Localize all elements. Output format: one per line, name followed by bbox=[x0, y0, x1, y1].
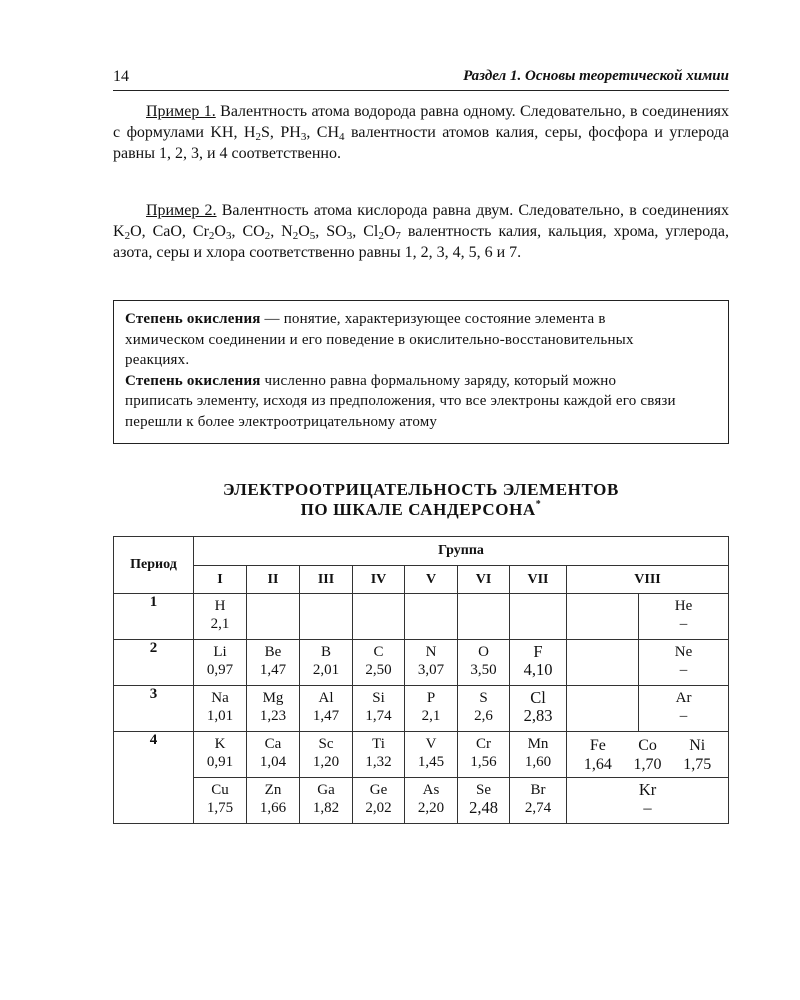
element-symbol: Br bbox=[530, 782, 546, 798]
definition-term: Степень окисления bbox=[125, 372, 261, 389]
element-symbol: Ge bbox=[369, 782, 388, 798]
empty-cell bbox=[567, 594, 639, 640]
period-label: 4 bbox=[114, 732, 194, 824]
element-cell-na bbox=[194, 686, 247, 732]
element-symbol: He bbox=[674, 598, 693, 614]
element-symbol: Fe bbox=[589, 737, 606, 754]
element-value: 1,20 bbox=[312, 754, 340, 770]
element-value: 2,1 bbox=[210, 616, 230, 632]
element-cell-he bbox=[639, 594, 729, 640]
empty-cell bbox=[567, 640, 639, 686]
element-value: 2,1 bbox=[421, 708, 441, 724]
element-value: 1,66 bbox=[259, 800, 287, 816]
text: , Cl bbox=[352, 223, 379, 240]
element-symbol: P bbox=[426, 690, 436, 706]
subscript: 2 bbox=[255, 131, 261, 143]
example-2-label: Пример 2. bbox=[146, 202, 217, 219]
element-cell-ca bbox=[247, 732, 300, 778]
definition-term: Степень окисления bbox=[125, 311, 261, 327]
element-value: 1,70 bbox=[633, 756, 662, 773]
element-value: 1,32 bbox=[365, 754, 392, 770]
element-symbol: Co bbox=[638, 737, 657, 754]
empty-cell bbox=[567, 686, 639, 732]
element-symbol: H bbox=[214, 598, 226, 614]
element-value: 1,23 bbox=[259, 708, 287, 724]
group-label: I bbox=[194, 566, 247, 594]
element-value: 2,20 bbox=[417, 800, 445, 816]
element-cell-be bbox=[247, 640, 300, 686]
element-value: – bbox=[679, 708, 688, 724]
element-value: 2,50 bbox=[365, 662, 392, 678]
element-ni bbox=[683, 736, 711, 774]
element-value: 2,48 bbox=[469, 798, 498, 817]
element-cell-br bbox=[510, 778, 567, 824]
element-symbol: Ti bbox=[372, 736, 385, 752]
table-title-line-2 bbox=[113, 500, 729, 520]
running-title: Раздел 1. Основы теоретической химии bbox=[463, 68, 729, 84]
table-title-line-1: ЭЛЕКТРООТРИЦАТЕЛЬНОСТЬ ЭЛЕМЕНТОВ bbox=[223, 480, 619, 499]
element-value: 1,74 bbox=[365, 708, 392, 724]
subscript: 2 bbox=[124, 230, 131, 242]
element-cell-ga bbox=[300, 778, 353, 824]
element-symbol: Cr bbox=[476, 736, 491, 752]
element-value: 2,01 bbox=[312, 662, 340, 678]
element-symbol: O bbox=[478, 644, 489, 660]
element-cell-zn bbox=[247, 778, 300, 824]
element-cell-v bbox=[405, 732, 458, 778]
element-co bbox=[634, 736, 662, 774]
element-cell-o bbox=[458, 640, 510, 686]
element-symbol: Be bbox=[264, 644, 282, 660]
element-cell-cr bbox=[458, 732, 510, 778]
element-symbol: B bbox=[320, 644, 331, 660]
text: O bbox=[383, 223, 396, 240]
group-label: VI bbox=[458, 566, 510, 594]
text: валентность калия, кальция, хрома, углерода, азота, серы и хлора соответственно равны 1, 2, 3, 4, 5, 6 и 7. bbox=[113, 223, 730, 261]
element-symbol: Ne bbox=[674, 644, 693, 660]
element-value: – bbox=[643, 798, 652, 817]
element-value: 1,45 bbox=[417, 754, 445, 770]
element-symbol: Ar bbox=[675, 690, 692, 706]
subscript: 3 bbox=[300, 131, 307, 143]
empty-cell bbox=[405, 594, 458, 640]
subscript: 2 bbox=[378, 230, 384, 242]
subscript: 2 bbox=[208, 230, 215, 242]
element-symbol: Sc bbox=[318, 736, 334, 752]
element-value: 3,07 bbox=[417, 662, 445, 678]
element-cell-kr bbox=[567, 778, 729, 824]
definition-text-1: — понятие, характеризующее состояние элемента в химическом соединении и его поведение в окислительно-восстановительных реакциях. bbox=[125, 311, 634, 368]
element-cell-ge bbox=[353, 778, 405, 824]
element-cell-si bbox=[353, 686, 405, 732]
group-label: III bbox=[300, 566, 353, 594]
subscript: 2 bbox=[292, 230, 299, 242]
group-label: VII bbox=[510, 566, 567, 594]
element-cell-h bbox=[194, 594, 247, 640]
period-label: 3 bbox=[114, 686, 194, 732]
definition-text-2: численно равна формальному заряду, который можно приписать элементу, исходя из предположения, что все электроны каждой его связи перешли к более электроотрицательному атому bbox=[125, 372, 676, 430]
element-value: – bbox=[679, 616, 688, 632]
element-value: 1,75 bbox=[206, 800, 234, 816]
group-label: VIII bbox=[567, 566, 729, 594]
element-cell-sc bbox=[300, 732, 353, 778]
element-value: 3,50 bbox=[470, 662, 497, 678]
example-1-paragraph bbox=[113, 101, 729, 164]
element-symbol: V bbox=[425, 736, 437, 752]
element-symbol: Al bbox=[318, 690, 334, 706]
element-cell-fe-co-ni bbox=[567, 732, 729, 778]
element-symbol: Zn bbox=[264, 782, 282, 798]
element-cell-cl bbox=[510, 686, 567, 732]
element-symbol: S bbox=[479, 690, 488, 706]
empty-cell bbox=[353, 594, 405, 640]
element-cell-li bbox=[194, 640, 247, 686]
element-value: 1,75 bbox=[683, 756, 712, 773]
text: , N bbox=[270, 223, 293, 240]
element-symbol: Ga bbox=[317, 782, 335, 798]
element-value: 1,47 bbox=[259, 662, 287, 678]
group-label: V bbox=[405, 566, 458, 594]
subscript: 2 bbox=[264, 230, 271, 242]
element-value: 0,91 bbox=[206, 754, 234, 770]
element-cell-al bbox=[300, 686, 353, 732]
element-value: 2,83 bbox=[523, 706, 553, 725]
definition-text bbox=[125, 309, 685, 432]
element-cell-mn bbox=[510, 732, 567, 778]
empty-cell bbox=[458, 594, 510, 640]
element-value: 1,60 bbox=[524, 754, 552, 770]
element-symbol: As bbox=[422, 782, 440, 798]
triad-group bbox=[567, 732, 728, 774]
element-value: 1,04 bbox=[259, 754, 287, 770]
subscript: 4 bbox=[339, 131, 345, 143]
element-cell-as bbox=[405, 778, 458, 824]
table-title-line-2-text: ПО ШКАЛЕ САНДЕРСОНА bbox=[300, 500, 536, 519]
subscript: 3 bbox=[225, 230, 232, 242]
text: , SO bbox=[315, 223, 347, 240]
text: Валентность атома водорода равна одному. Следовательно, в соединениях с формулами KH, H bbox=[113, 103, 730, 141]
element-cell-k bbox=[194, 732, 247, 778]
element-symbol: N bbox=[425, 644, 437, 660]
element-cell-ar bbox=[639, 686, 729, 732]
example-1-label: Пример 1. bbox=[146, 103, 216, 120]
element-symbol: Mg bbox=[262, 690, 284, 706]
text: Валентность атома кислорода равна двум. Следовательно, в соединениях K bbox=[113, 202, 729, 240]
element-cell-b bbox=[300, 640, 353, 686]
text: , CH bbox=[306, 124, 340, 141]
group-label: IV bbox=[353, 566, 405, 594]
element-value: 1,56 bbox=[470, 754, 497, 770]
text: S, PH bbox=[260, 124, 301, 141]
element-symbol: Cl bbox=[530, 688, 546, 707]
text: , CO bbox=[231, 223, 265, 240]
group-label: II bbox=[247, 566, 300, 594]
element-symbol: K bbox=[214, 736, 226, 752]
period-label: 2 bbox=[114, 640, 194, 686]
text: валентности атомов калия, серы, фосфора и углерода равны 1, 2, 3, и 4 соответственно. bbox=[113, 124, 729, 162]
element-symbol: Mn bbox=[527, 736, 549, 752]
element-cell-f bbox=[510, 640, 567, 686]
example-2-paragraph bbox=[113, 200, 729, 263]
empty-cell bbox=[247, 594, 300, 640]
element-value: 1,01 bbox=[206, 708, 234, 724]
empty-cell bbox=[300, 594, 353, 640]
element-value: 1,82 bbox=[312, 800, 340, 816]
element-symbol: Cu bbox=[211, 782, 229, 798]
element-value: 2,74 bbox=[524, 800, 552, 816]
empty-cell bbox=[510, 594, 567, 640]
element-value: 2,02 bbox=[365, 800, 392, 816]
element-cell-s bbox=[458, 686, 510, 732]
subscript: 3 bbox=[346, 230, 353, 242]
text: O bbox=[214, 223, 226, 240]
element-symbol: Si bbox=[372, 690, 385, 706]
element-symbol: C bbox=[373, 644, 384, 660]
element-symbol: Se bbox=[476, 782, 491, 798]
element-cell-ne bbox=[639, 640, 729, 686]
element-symbol: Kr bbox=[638, 780, 657, 799]
element-symbol: Na bbox=[211, 690, 229, 706]
element-value: – bbox=[679, 662, 688, 678]
group-header: Группа bbox=[194, 537, 729, 566]
element-value: 2,6 bbox=[474, 708, 493, 724]
page-number: 14 bbox=[113, 68, 129, 85]
element-value: 1,64 bbox=[583, 756, 612, 773]
subscript: 5 bbox=[309, 230, 316, 242]
text: O, CaO, Cr bbox=[130, 223, 209, 240]
text: O bbox=[298, 223, 310, 240]
element-cell-c bbox=[353, 640, 405, 686]
subscript: 7 bbox=[395, 230, 401, 242]
element-value: 4,10 bbox=[523, 660, 553, 679]
element-cell-cu bbox=[194, 778, 247, 824]
period-label: 1 bbox=[114, 594, 194, 640]
element-fe bbox=[584, 736, 612, 774]
footnote-mark: * bbox=[535, 499, 542, 510]
element-symbol: Ca bbox=[264, 736, 282, 752]
definition-box bbox=[113, 300, 729, 444]
element-symbol: Li bbox=[213, 644, 227, 660]
period-header: Период bbox=[114, 537, 194, 594]
element-symbol: Ni bbox=[689, 737, 706, 754]
table-title bbox=[113, 480, 729, 520]
element-value: 1,47 bbox=[312, 708, 340, 724]
electronegativity-table bbox=[113, 536, 729, 824]
element-cell-se bbox=[458, 778, 510, 824]
element-symbol: F bbox=[533, 642, 543, 661]
element-cell-mg bbox=[247, 686, 300, 732]
page-header bbox=[113, 66, 729, 91]
element-cell-p bbox=[405, 686, 458, 732]
element-value: 0,97 bbox=[206, 662, 234, 678]
element-cell-n bbox=[405, 640, 458, 686]
element-cell-ti bbox=[353, 732, 405, 778]
